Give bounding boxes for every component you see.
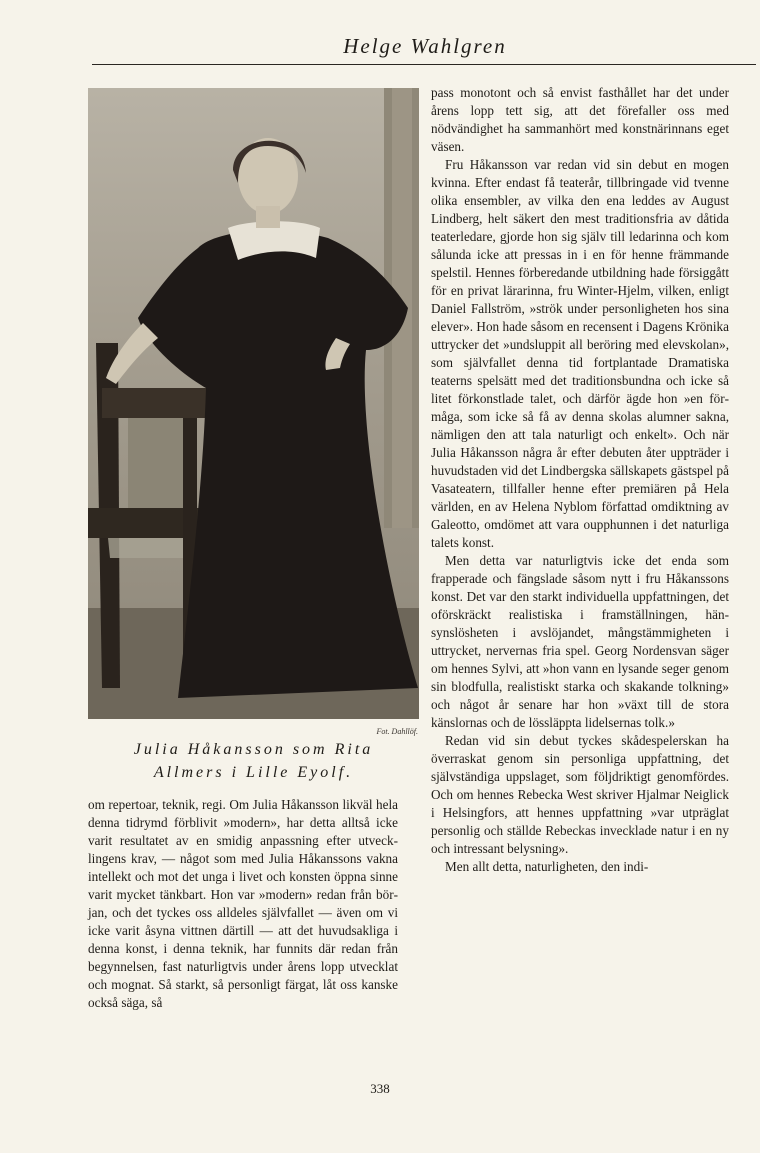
page-number: 338 xyxy=(370,1081,390,1096)
portrait-photo xyxy=(88,88,419,719)
paragraph: pass monotont och så envist fasthållet har det under årens lopp tett sig, att det förefaller oss med nödvändighet ha sammanhört med konstnärinnans eget väsen. xyxy=(431,85,729,154)
paragraph: Men detta var naturligtvis icke det enda som frapperade och fängslade såsom nytt i fru Håkanssons konst. Det var den starkt individuella uppfattningen, det oförskräckt realistiska i framställningen, hänsynslösheten i avslöjandet, mångstämmigheten i uttrycket, nervernas fria spel. Georg Nordensvan säger om hennes Sylvi, att »hon vann en lysande seger genom sin blodfulla, realistiskt starka och skakande tolkning» och något år senare har hon »växt till de stora känslornas och de lössläppta lidelsernas tolk.» xyxy=(431,553,729,730)
paragraph: Men allt detta, naturligheten, den indi- xyxy=(445,859,649,874)
photo-credit: Fot. Dahllöf. xyxy=(376,727,418,736)
right-text-column xyxy=(431,84,729,876)
caption-line: Allmers i Lille Eyolf. xyxy=(153,764,354,781)
portrait-illustration xyxy=(88,88,419,719)
figure-caption xyxy=(88,738,419,784)
left-text-column xyxy=(88,796,398,1012)
running-header: Helge Wahlgren xyxy=(343,34,507,58)
caption-line: Julia Håkansson som Rita xyxy=(133,741,374,758)
header-rule xyxy=(92,64,756,65)
paragraph: Fru Håkansson var redan vid sin debut en mogen kvinna. Efter endast få teaterår, tillbringade vid tvenne olika ensembler, av vilka den ena leddes av August Lindberg, helt säkert den mest traditionsfria av dåtida teaterledare, gjorde hon sig själv till ledarinna och kom sålunda icke att pressas in i en för henne främmande spelstil. Hennes förberedande utbildning hade försiggått för en privat lärarinna, fru Winter-Hjelm, vilken, enligt Daniel Fallström, »strök under personligheten hos sina elever». Hon hade såsom en recensent i Dagens Krönika uttrycker det »undsluppit all beröring med elevskolan», som självfallet denna tid fortplantade Dramatiska teaterns spelsätt med det traditionsbundna och icke så litet förkonstlade talet, och därför ägde hon »en förmåga, som icke så få av denna skolas alumner sakna, nämligen den att tala naturligt och enkelt». Och när Julia Håkansson några år efter debuten åter uppträder i huvudstaden vid det Lindbergska sällskapets gästspel på Vasateatern, tillfaller henne efter premiären på Hela världen, en av Helena Nyblom författad omdiktning av Galeotto, omdömet att vara oupphunnen i det naturliga talets konst. xyxy=(431,157,729,550)
paragraph: Redan vid sin debut tyckes skådespelerskan ha överraskat genom sin personliga uppfattning, det självständiga uppslaget, som följdriktigt genomfördes. Och om hennes Rebecka West skriver Hjalmar Neiglick i Helsingfors, att hennes uppfattning »var utpräglat personlig och ställde Rebeckas invecklade natur i en ny och intressant belysning». xyxy=(431,733,729,856)
paragraph: om repertoar, teknik, regi. Om Julia Håkansson likväl hela denna tidrymd förblivit »modern», har detta alltså icke varit resultatet av en smidig anpassning efter utvecklingens krav, — något som med Julia Håkanssons vakna intellekt och mot det unga i livet och konsten öppna sinne varit mycket tänkbart. Hon var »modern» redan från början, och det tyckes oss alldeles självfallet — även om vi icke varit åsyna vittnen därtill — att det huvudsakliga i denna konst, i denna teknik, har funnits där redan från begynnelsen, fast naturligtvis under årens lopp utvecklat och mognat. Så starkt, så personligt färgat, låt oss kanske också säga, så xyxy=(88,797,398,1010)
